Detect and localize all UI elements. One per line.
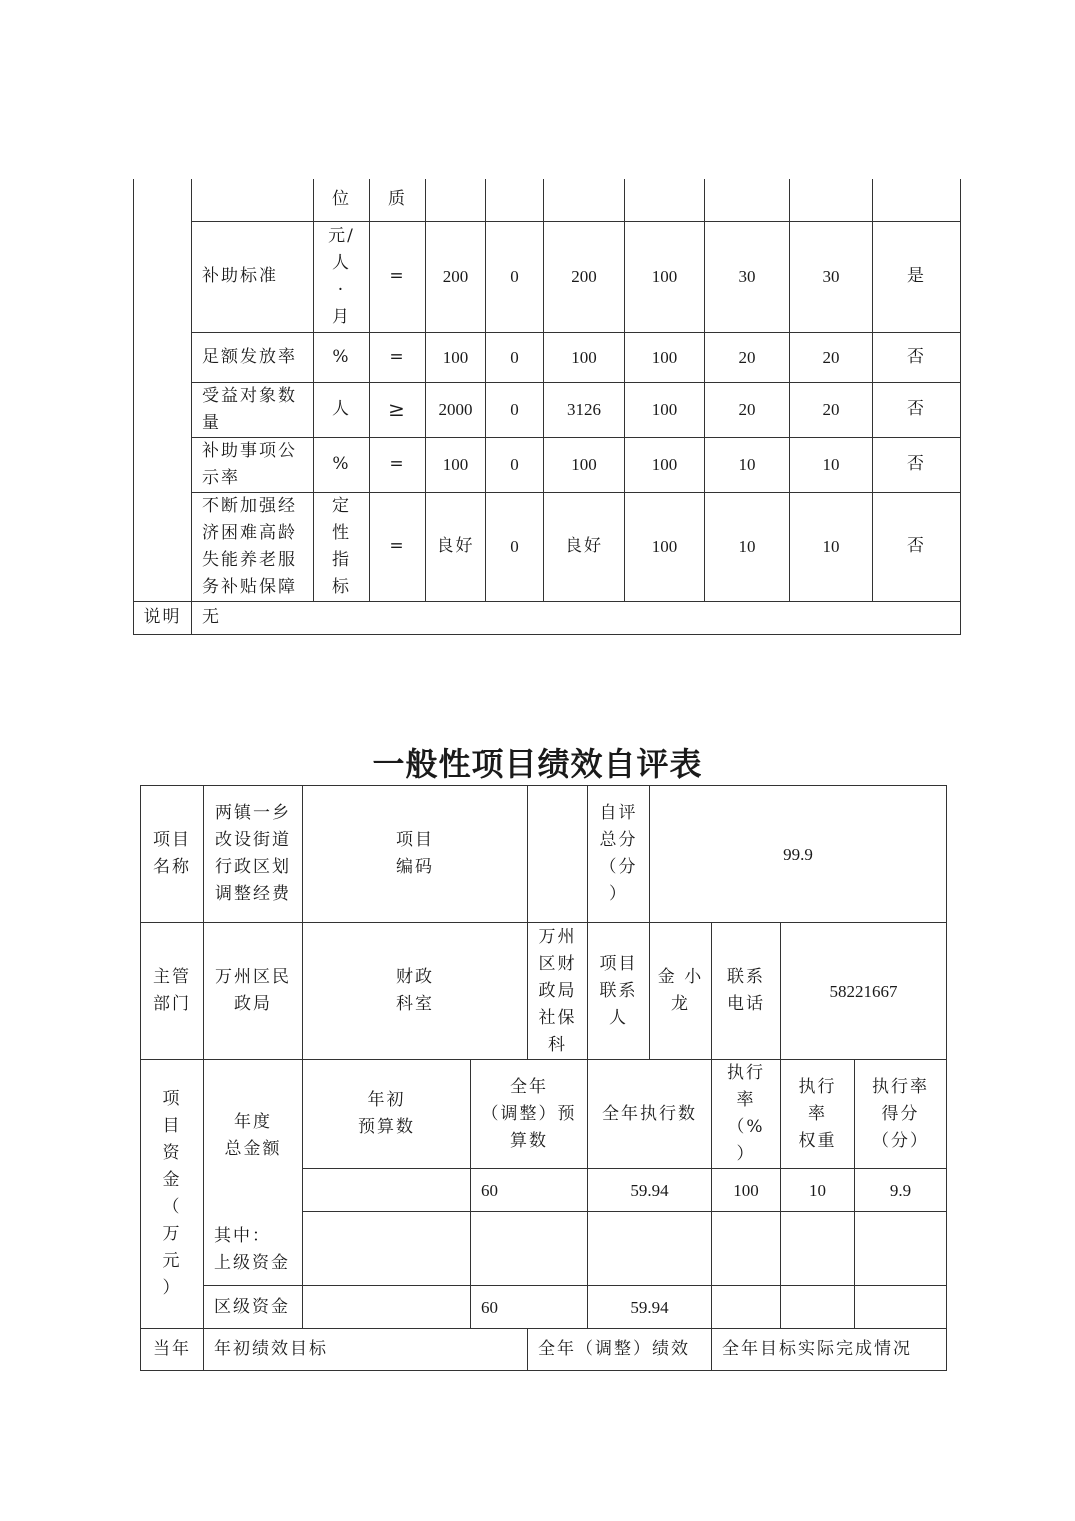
project-code-label: 项目 编码 xyxy=(303,786,528,923)
empty-cell xyxy=(705,179,790,221)
district-executed-value: 59.94 xyxy=(588,1286,712,1329)
indicator-name: 足额发放率 xyxy=(192,332,314,382)
target-value: 200 xyxy=(426,221,486,332)
empty-cell xyxy=(781,1286,855,1329)
exec-weight-value: 10 xyxy=(781,1169,855,1212)
contact-label: 项目 联系 人 xyxy=(588,923,650,1060)
exec-rate-value: 100 xyxy=(712,1169,781,1212)
actual-value: 3126 xyxy=(544,382,625,437)
score-value: 20 xyxy=(790,332,873,382)
weight-value: 20 xyxy=(705,332,790,382)
actual-completion-label: 全年目标实际完成情况 xyxy=(712,1329,947,1371)
adjusted-value: 0 xyxy=(486,492,544,601)
core-indicator-flag: 是 xyxy=(873,221,961,332)
table-row xyxy=(134,382,961,437)
upper-funds-label: 其中： 上级资金 xyxy=(204,1212,303,1286)
exec-rate-label: 执行 率 （% ） xyxy=(712,1060,781,1169)
completion-rate: 100 xyxy=(625,332,705,382)
completion-rate: 100 xyxy=(625,382,705,437)
score-value: 10 xyxy=(790,437,873,492)
initial-goal-label: 年初绩效目标 xyxy=(204,1329,528,1371)
empty-cell xyxy=(486,179,544,221)
exec-weight-label: 执行 率 权重 xyxy=(781,1060,855,1169)
indicator-table xyxy=(133,179,961,635)
indicator-unit: 定 性 指 标 xyxy=(314,492,370,601)
district-funds-label: 区级资金 xyxy=(204,1286,303,1329)
note-value: 无 xyxy=(192,601,961,634)
indicator-unit: % xyxy=(314,437,370,492)
district-funds-row xyxy=(141,1286,947,1329)
self-evaluation-form xyxy=(140,785,947,1371)
initial-budget-label: 年初 预算数 xyxy=(303,1060,471,1169)
category-cell xyxy=(134,221,192,332)
adjusted-value: 0 xyxy=(486,437,544,492)
table-row xyxy=(134,437,961,492)
indicator-operator: ≥ xyxy=(370,382,426,437)
adjusted-goal-label: 全年（调整）绩效 xyxy=(528,1329,712,1371)
actual-value: 200 xyxy=(544,221,625,332)
core-indicator-flag: 否 xyxy=(873,332,961,382)
weight-value: 30 xyxy=(705,221,790,332)
category-cell xyxy=(134,179,192,221)
completion-rate: 100 xyxy=(625,492,705,601)
empty-cell xyxy=(790,179,873,221)
executed-value: 59.94 xyxy=(588,1169,712,1212)
year-label: 当年 xyxy=(141,1329,204,1371)
indicator-unit: 人 xyxy=(314,382,370,437)
empty-cell xyxy=(625,179,705,221)
category-cell xyxy=(134,332,192,382)
unit-cell: 位 xyxy=(314,179,370,221)
indicator-operator: = xyxy=(370,332,426,382)
score-value: 10 xyxy=(790,492,873,601)
exec-score-label: 执行率 得分 （分） xyxy=(855,1060,947,1169)
empty-cell xyxy=(855,1212,947,1286)
empty-cell xyxy=(544,179,625,221)
contact-value: 金 小 龙 xyxy=(650,923,712,1060)
empty-cell xyxy=(712,1212,781,1286)
table-row xyxy=(134,492,961,601)
finance-office-label: 财政 科室 xyxy=(303,923,528,1060)
completion-rate: 100 xyxy=(625,221,705,332)
executed-label: 全年执行数 xyxy=(588,1060,712,1169)
table-row xyxy=(134,179,961,221)
target-value: 100 xyxy=(426,437,486,492)
completion-rate: 100 xyxy=(625,437,705,492)
dept-value: 万州区民 政局 xyxy=(204,923,303,1060)
actual-value: 良好 xyxy=(544,492,625,601)
empty-cell xyxy=(303,1212,471,1286)
exec-score-value: 9.9 xyxy=(855,1169,947,1212)
district-initial-value xyxy=(303,1286,471,1329)
finance-office-value: 万州 区财 政局 社保 科 xyxy=(528,923,588,1060)
weight-value: 20 xyxy=(705,382,790,437)
core-indicator-flag: 否 xyxy=(873,382,961,437)
department-row xyxy=(141,923,947,1060)
target-value: 良好 xyxy=(426,492,486,601)
indicator-name: 补助事项公示率 xyxy=(192,437,314,492)
category-cell xyxy=(134,437,192,492)
table-row xyxy=(134,221,961,332)
target-value: 2000 xyxy=(426,382,486,437)
empty-cell xyxy=(873,179,961,221)
district-adjusted-value: 60 xyxy=(471,1286,588,1329)
core-indicator-flag: 否 xyxy=(873,492,961,601)
empty-cell xyxy=(781,1212,855,1286)
phone-label: 联系 电话 xyxy=(712,923,781,1060)
category-cell xyxy=(134,492,192,601)
indicator-name: 受益对象数量 xyxy=(192,382,314,437)
self-score-label: 自评 总分 （分 ） xyxy=(588,786,650,923)
project-name-label: 项目 名称 xyxy=(141,786,204,923)
form-title: 一般性项目绩效自评表 xyxy=(372,745,703,783)
score-value: 20 xyxy=(790,382,873,437)
nature-cell: 质 xyxy=(370,179,426,221)
adjusted-budget-value: 60 xyxy=(471,1169,588,1212)
empty-cell xyxy=(471,1212,588,1286)
target-value: 100 xyxy=(426,332,486,382)
adjusted-value: 0 xyxy=(486,382,544,437)
indicator-name: 补助标准 xyxy=(192,221,314,332)
phone-value: 58221667 xyxy=(781,923,947,1060)
goals-header-row xyxy=(141,1329,947,1371)
indicator-unit: 元/ 人 · 月 xyxy=(314,221,370,332)
empty-cell xyxy=(426,179,486,221)
weight-value: 10 xyxy=(705,437,790,492)
weight-value: 10 xyxy=(705,492,790,601)
project-name-value: 两镇一乡改设街道行政区划调整经费 xyxy=(204,786,303,923)
note-label: 说明 xyxy=(134,601,192,634)
adjusted-budget-label: 全年 （调整）预 算数 xyxy=(471,1060,588,1169)
indicator-name-cell xyxy=(192,179,314,221)
funds-header-row xyxy=(141,1060,947,1169)
empty-cell xyxy=(712,1286,781,1329)
empty-cell xyxy=(855,1286,947,1329)
table-row xyxy=(134,332,961,382)
project-row xyxy=(141,786,947,923)
core-indicator-flag: 否 xyxy=(873,437,961,492)
indicator-name: 不断加强经济困难高龄失能养老服务补贴保障 xyxy=(192,492,314,601)
note-row xyxy=(134,601,961,634)
project-code-value xyxy=(528,786,588,923)
indicator-operator: = xyxy=(370,492,426,601)
adjusted-value: 0 xyxy=(486,221,544,332)
upper-funds-row xyxy=(141,1212,947,1286)
dept-label: 主管 部门 xyxy=(141,923,204,1060)
indicator-unit: % xyxy=(314,332,370,382)
empty-cell xyxy=(588,1212,712,1286)
annual-total-label: 年度 总金额 xyxy=(204,1060,303,1212)
indicator-operator: = xyxy=(370,221,426,332)
adjusted-value: 0 xyxy=(486,332,544,382)
score-value: 30 xyxy=(790,221,873,332)
self-score-value: 99.9 xyxy=(650,786,947,923)
actual-value: 100 xyxy=(544,332,625,382)
actual-value: 100 xyxy=(544,437,625,492)
initial-budget-value xyxy=(303,1169,471,1212)
indicator-operator: = xyxy=(370,437,426,492)
funds-label: 项 目 资 金 （ 万 元 ） xyxy=(141,1060,204,1329)
category-cell xyxy=(134,382,192,437)
